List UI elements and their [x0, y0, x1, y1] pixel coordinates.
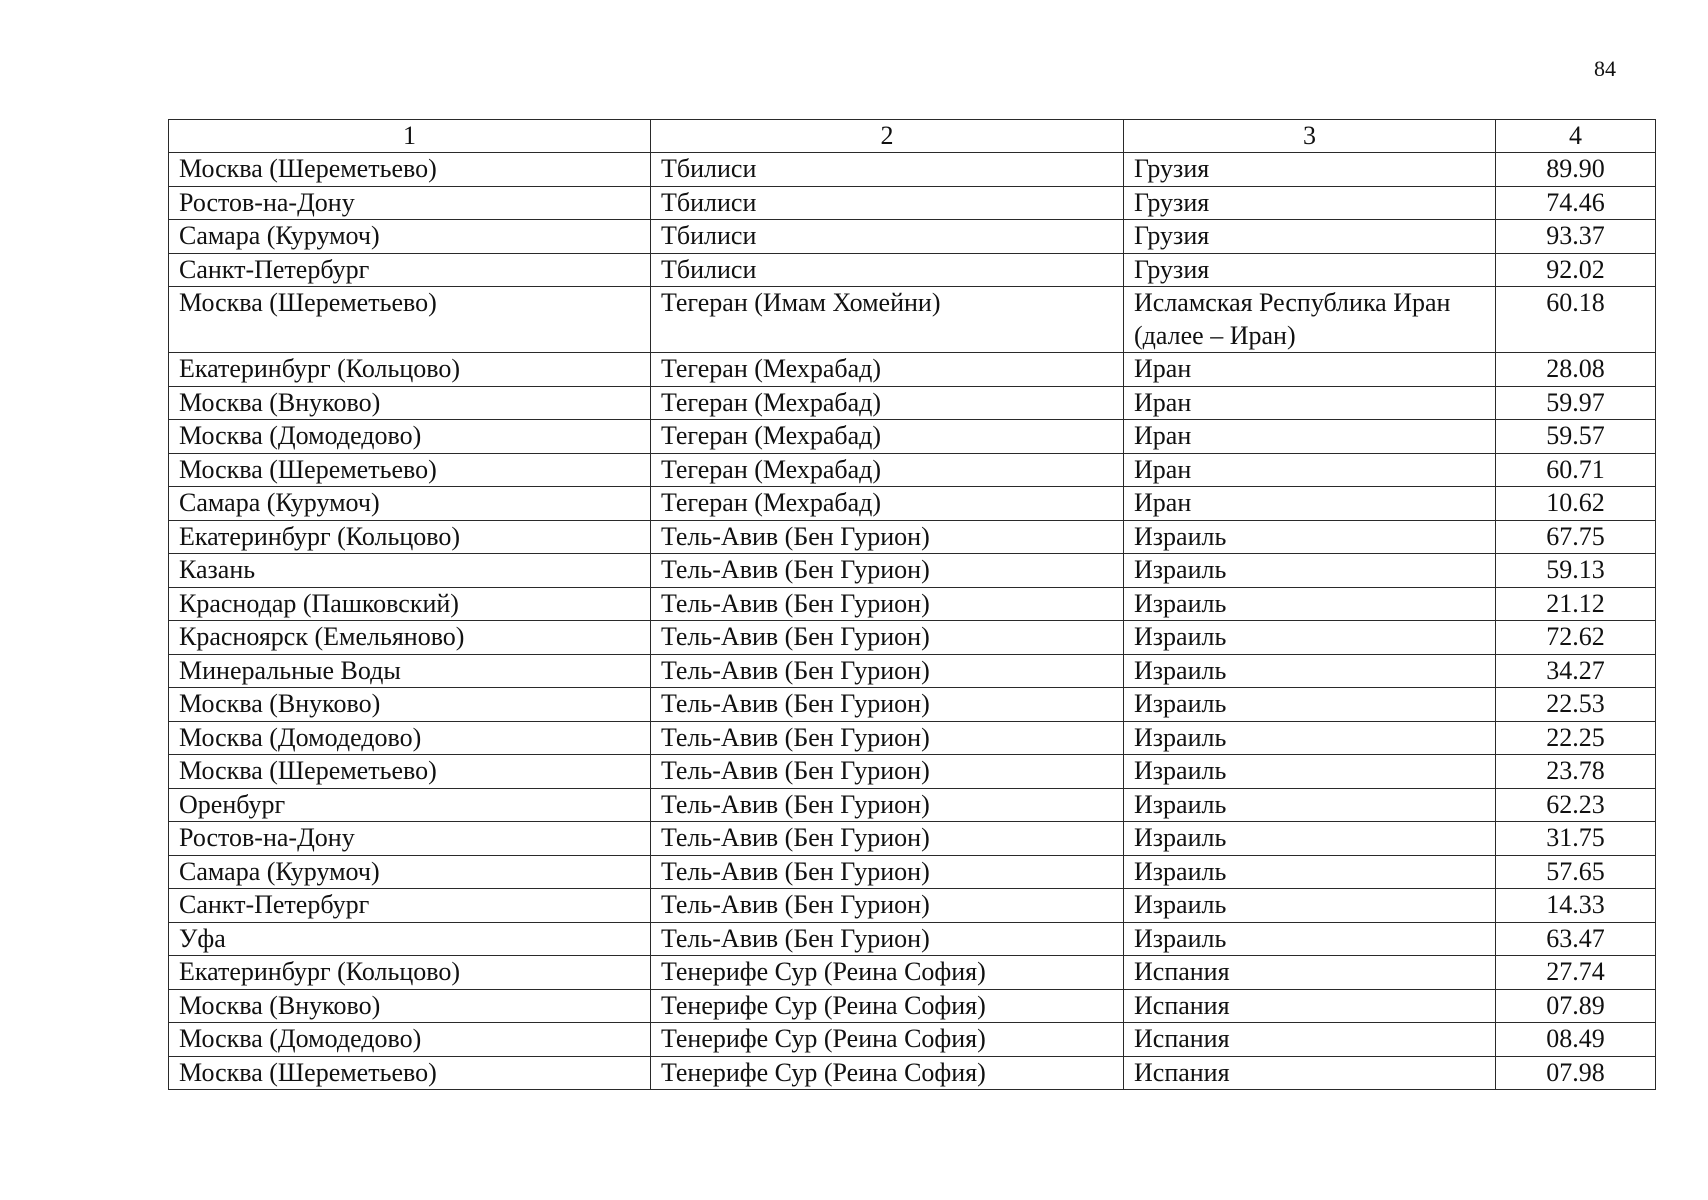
table-row	[169, 220, 1656, 254]
departure-city-cell: Москва (Шереметьево)	[169, 287, 651, 353]
value-cell: 57.65	[1496, 855, 1656, 889]
destination-cell: Тель-Авив (Бен Гурион)	[651, 788, 1124, 822]
departure-city-cell: Москва (Домодедово)	[169, 721, 651, 755]
table-row	[169, 453, 1656, 487]
page-number: 84	[1594, 56, 1616, 81]
destination-cell: Тегеран (Мехрабад)	[651, 353, 1124, 387]
departure-city-cell: Москва (Внуково)	[169, 688, 651, 722]
destination-cell: Тель-Авив (Бен Гурион)	[651, 654, 1124, 688]
destination-cell: Тель-Авив (Бен Гурион)	[651, 755, 1124, 789]
destination-cell: Тегеран (Мехрабад)	[651, 420, 1124, 454]
country-cell: Иран	[1124, 386, 1496, 420]
departure-city-cell: Москва (Внуково)	[169, 989, 651, 1023]
value-cell: 07.98	[1496, 1056, 1656, 1090]
value-cell: 72.62	[1496, 621, 1656, 655]
country-cell: Израиль	[1124, 520, 1496, 554]
table-row	[169, 287, 1656, 353]
destination-cell: Тбилиси	[651, 153, 1124, 187]
value-cell: 92.02	[1496, 253, 1656, 287]
value-cell: 60.18	[1496, 287, 1656, 353]
destination-cell: Тель-Авив (Бен Гурион)	[651, 889, 1124, 923]
table-row	[169, 520, 1656, 554]
value-cell: 14.33	[1496, 889, 1656, 923]
table-row	[169, 755, 1656, 789]
departure-city-cell: Казань	[169, 554, 651, 588]
country-cell: Испания	[1124, 989, 1496, 1023]
table-row	[169, 386, 1656, 420]
value-cell: 10.62	[1496, 487, 1656, 521]
table-row	[169, 621, 1656, 655]
table-row	[169, 487, 1656, 521]
country-cell: Израиль	[1124, 889, 1496, 923]
value-cell: 08.49	[1496, 1023, 1656, 1057]
departure-city-cell: Оренбург	[169, 788, 651, 822]
destination-cell: Тенерифе Сур (Реина София)	[651, 989, 1124, 1023]
country-cell: Израиль	[1124, 621, 1496, 655]
destination-cell: Тель-Авив (Бен Гурион)	[651, 721, 1124, 755]
country-cell: Израиль	[1124, 755, 1496, 789]
country-cell: Испания	[1124, 956, 1496, 990]
table-row	[169, 420, 1656, 454]
departure-city-cell: Москва (Домодедово)	[169, 1023, 651, 1057]
destination-cell: Тель-Авив (Бен Гурион)	[651, 520, 1124, 554]
table-row	[169, 587, 1656, 621]
value-cell: 21.12	[1496, 587, 1656, 621]
destination-cell: Тель-Авив (Бен Гурион)	[651, 855, 1124, 889]
country-cell: Испания	[1124, 1023, 1496, 1057]
table-row	[169, 688, 1656, 722]
column-header-1: 1	[169, 120, 651, 153]
country-cell: Грузия	[1124, 253, 1496, 287]
destination-cell: Тель-Авив (Бен Гурион)	[651, 554, 1124, 588]
table-row	[169, 353, 1656, 387]
destination-cell: Тегеран (Мехрабад)	[651, 386, 1124, 420]
destination-cell: Тель-Авив (Бен Гурион)	[651, 587, 1124, 621]
country-cell: Израиль	[1124, 654, 1496, 688]
value-cell: 59.13	[1496, 554, 1656, 588]
table-header	[169, 120, 1656, 153]
destination-cell: Тель-Авив (Бен Гурион)	[651, 688, 1124, 722]
country-cell: Грузия	[1124, 186, 1496, 220]
destination-cell: Тенерифе Сур (Реина София)	[651, 956, 1124, 990]
value-cell: 31.75	[1496, 822, 1656, 856]
header-row	[169, 120, 1656, 153]
country-cell: Иран	[1124, 420, 1496, 454]
destination-cell: Тенерифе Сур (Реина София)	[651, 1056, 1124, 1090]
destination-cell: Тбилиси	[651, 253, 1124, 287]
table-row	[169, 654, 1656, 688]
departure-city-cell: Санкт-Петербург	[169, 253, 651, 287]
departure-city-cell: Красноярск (Емельяново)	[169, 621, 651, 655]
table-row	[169, 153, 1656, 187]
value-cell: 34.27	[1496, 654, 1656, 688]
departure-city-cell: Москва (Домодедово)	[169, 420, 651, 454]
departure-city-cell: Екатеринбург (Кольцово)	[169, 956, 651, 990]
departure-city-cell: Ростов-на-Дону	[169, 822, 651, 856]
country-cell: Израиль	[1124, 788, 1496, 822]
table-row	[169, 253, 1656, 287]
value-cell: 89.90	[1496, 153, 1656, 187]
destination-cell: Тель-Авив (Бен Гурион)	[651, 922, 1124, 956]
destination-cell: Тель-Авив (Бен Гурион)	[651, 822, 1124, 856]
departure-city-cell: Санкт-Петербург	[169, 889, 651, 923]
table-row	[169, 186, 1656, 220]
country-cell: Израиль	[1124, 855, 1496, 889]
table-row	[169, 721, 1656, 755]
country-cell: Испания	[1124, 1056, 1496, 1090]
column-header-2: 2	[651, 120, 1124, 153]
table-row	[169, 788, 1656, 822]
departure-city-cell: Самара (Курумоч)	[169, 855, 651, 889]
departure-city-cell: Самара (Курумоч)	[169, 487, 651, 521]
departure-city-cell: Минеральные Воды	[169, 654, 651, 688]
destination-cell: Тбилиси	[651, 186, 1124, 220]
destination-cell: Тегеран (Мехрабад)	[651, 487, 1124, 521]
table-row	[169, 956, 1656, 990]
departure-city-cell: Москва (Внуково)	[169, 386, 651, 420]
country-cell: Иран	[1124, 487, 1496, 521]
departure-city-cell: Краснодар (Пашковский)	[169, 587, 651, 621]
table-row	[169, 1056, 1656, 1090]
country-cell: Израиль	[1124, 587, 1496, 621]
routes-table	[168, 119, 1656, 1090]
departure-city-cell: Екатеринбург (Кольцово)	[169, 520, 651, 554]
country-cell: Израиль	[1124, 922, 1496, 956]
value-cell: 23.78	[1496, 755, 1656, 789]
country-cell: Грузия	[1124, 153, 1496, 187]
value-cell: 62.23	[1496, 788, 1656, 822]
departure-city-cell: Екатеринбург (Кольцово)	[169, 353, 651, 387]
column-header-3: 3	[1124, 120, 1496, 153]
column-header-4: 4	[1496, 120, 1656, 153]
destination-cell: Тбилиси	[651, 220, 1124, 254]
departure-city-cell: Уфа	[169, 922, 651, 956]
country-cell: Исламская Республика Иран (далее – Иран)	[1124, 287, 1496, 353]
country-cell: Иран	[1124, 453, 1496, 487]
departure-city-cell: Самара (Курумоч)	[169, 220, 651, 254]
value-cell: 74.46	[1496, 186, 1656, 220]
departure-city-cell: Ростов-на-Дону	[169, 186, 651, 220]
value-cell: 22.25	[1496, 721, 1656, 755]
value-cell: 67.75	[1496, 520, 1656, 554]
country-cell: Израиль	[1124, 822, 1496, 856]
value-cell: 22.53	[1496, 688, 1656, 722]
value-cell: 27.74	[1496, 956, 1656, 990]
departure-city-cell: Москва (Шереметьево)	[169, 1056, 651, 1090]
table-body	[169, 153, 1656, 1090]
value-cell: 59.57	[1496, 420, 1656, 454]
departure-city-cell: Москва (Шереметьево)	[169, 755, 651, 789]
table-row	[169, 822, 1656, 856]
country-cell: Израиль	[1124, 554, 1496, 588]
departure-city-cell: Москва (Шереметьево)	[169, 153, 651, 187]
table-row	[169, 922, 1656, 956]
departure-city-cell: Москва (Шереметьево)	[169, 453, 651, 487]
value-cell: 28.08	[1496, 353, 1656, 387]
country-cell: Израиль	[1124, 721, 1496, 755]
value-cell: 60.71	[1496, 453, 1656, 487]
value-cell: 07.89	[1496, 989, 1656, 1023]
value-cell: 93.37	[1496, 220, 1656, 254]
table-row	[169, 855, 1656, 889]
country-cell: Иран	[1124, 353, 1496, 387]
value-cell: 63.47	[1496, 922, 1656, 956]
destination-cell: Тегеран (Имам Хомейни)	[651, 287, 1124, 353]
table-row	[169, 889, 1656, 923]
table-row	[169, 554, 1656, 588]
destination-cell: Тель-Авив (Бен Гурион)	[651, 621, 1124, 655]
value-cell: 59.97	[1496, 386, 1656, 420]
destination-cell: Тегеран (Мехрабад)	[651, 453, 1124, 487]
table-row	[169, 1023, 1656, 1057]
destination-cell: Тенерифе Сур (Реина София)	[651, 1023, 1124, 1057]
country-cell: Грузия	[1124, 220, 1496, 254]
table-row	[169, 989, 1656, 1023]
country-cell: Израиль	[1124, 688, 1496, 722]
